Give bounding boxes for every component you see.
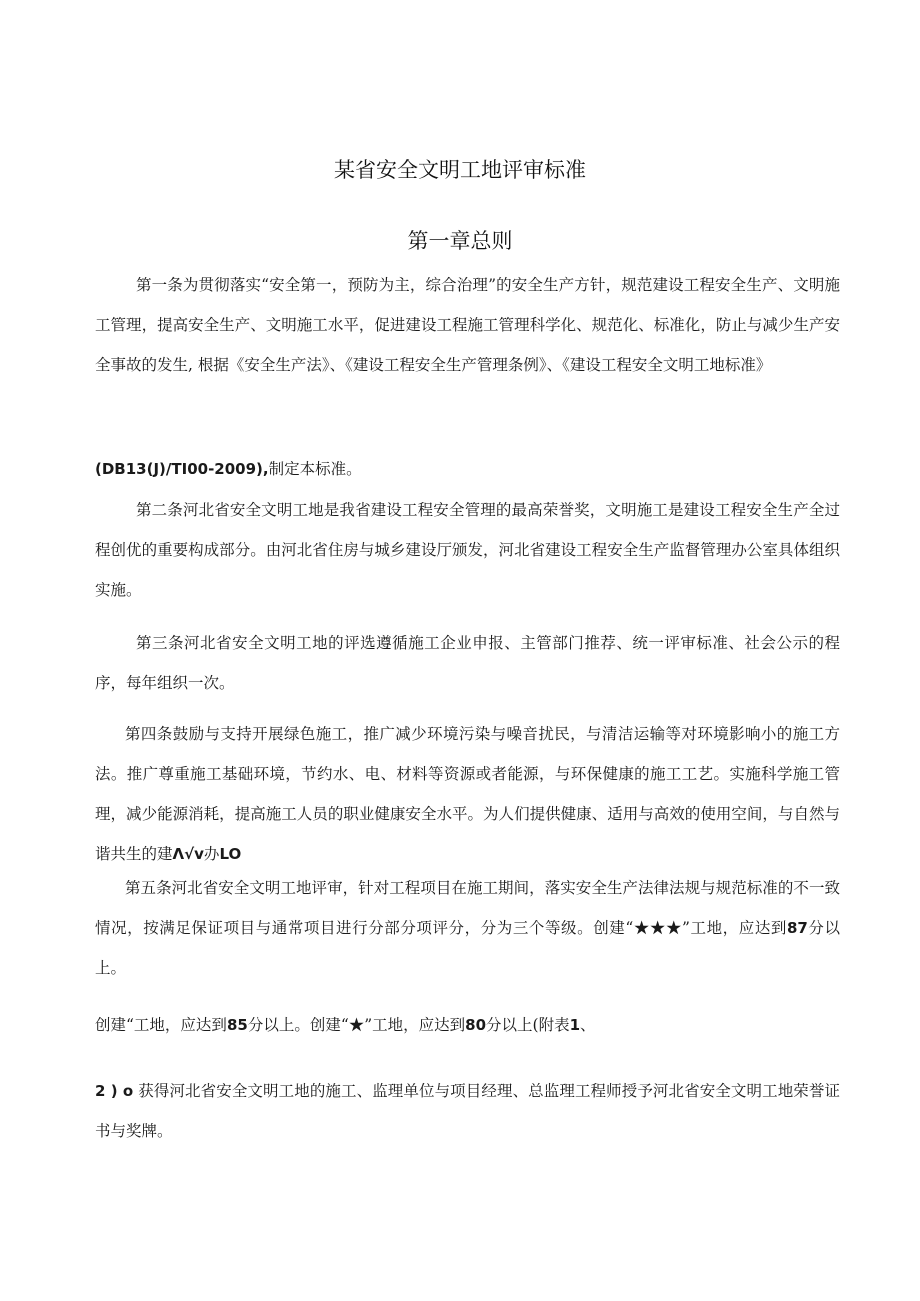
- article-4-text: 第四条鼓励与支持开展绿色施工，推广减少环境污染与噪音扰民，与清洁运输等对环境影响小的施工方法。推广尊重施工基础环境，节约水、电、材料等资源或者能源，与环保健康的施工工艺。实施科学施工管理，减少能源消耗，提高施工人员的职业健康安全水平。为人们提供健康、适用与高效的使用空间，与自然与谐共生的建: [95, 725, 840, 863]
- line-a-part-1: 创建“工地，应达到: [95, 1016, 227, 1034]
- award-lead: 2 ) o: [95, 1082, 134, 1100]
- article-5-continued: [95, 1005, 855, 1045]
- appendix-number: 1: [569, 1016, 581, 1034]
- score-two-star: 85: [226, 1016, 248, 1034]
- article-5-score: 87: [786, 919, 808, 937]
- line-a-part-4: 、: [580, 1016, 596, 1034]
- article-4-garble-mid: 办: [203, 845, 220, 863]
- article-4: [95, 714, 840, 874]
- award-paragraph: [95, 1071, 840, 1151]
- score-one-star: 80: [465, 1016, 487, 1034]
- award-text: 获得河北省安全文明工地的施工、监理单位与项目经理、总监理工程师授予河北省安全文明工地荣誉证书与奖牌。: [95, 1082, 840, 1140]
- article-4-garble-end: LO: [219, 845, 242, 863]
- article-5: [95, 868, 840, 988]
- standard-code: (DB13(J)/TI00-2009),: [95, 460, 269, 478]
- article-1-code-tail: 制定本标准。: [268, 460, 362, 478]
- article-1: [95, 265, 840, 385]
- article-4-garble: Λ√v: [172, 845, 204, 863]
- article-1-text: 第一条为贯彻落实“安全第一，预防为主，综合治理”的安全生产方针，规范建设工程安全生产、文明施工管理，提高安全生产、文明施工水平，促进建设工程施工管理科学化、规范化、标准化，防止与减少生产安全事故的发生, 根据《安全生产法》、《建设工程安全生产管理条例》、《建设工程安全文明工地标准》: [95, 276, 840, 374]
- document-title: 某省安全文明工地评审标准: [334, 158, 586, 182]
- article-5-text: 第五条河北省安全文明工地评审，针对工程项目在施工期间，落实安全生产法律法规与规范标准的不一致情况，按满足保证项目与通常项目进行分部分项评分，分为三个等级。创建“★★★”工地，应达到: [95, 879, 840, 937]
- article-5-text-tail: 分以上。: [95, 919, 840, 977]
- article-1-code-line: [95, 449, 855, 489]
- article-3: 第三条河北省安全文明工地的评选遵循施工企业申报、主管部门推荐、统一评审标准、社会公示的程序，每年组织一次。: [95, 634, 840, 692]
- line-a-part-3: 分以上(附表: [486, 1016, 570, 1034]
- line-a-part-2: 分以上。创建“★”工地，应达到: [247, 1016, 466, 1034]
- chapter-title: 第一章总则: [407, 229, 513, 253]
- article-2: 第二条河北省安全文明工地是我省建设工程安全管理的最高荣誉奖，文明施工是建设工程安全生产全过程创优的重要构成部分。由河北省住房与城乡建设厅颁发，河北省建设工程安全生产监督管理办公室具体组织实施。: [95, 501, 840, 599]
